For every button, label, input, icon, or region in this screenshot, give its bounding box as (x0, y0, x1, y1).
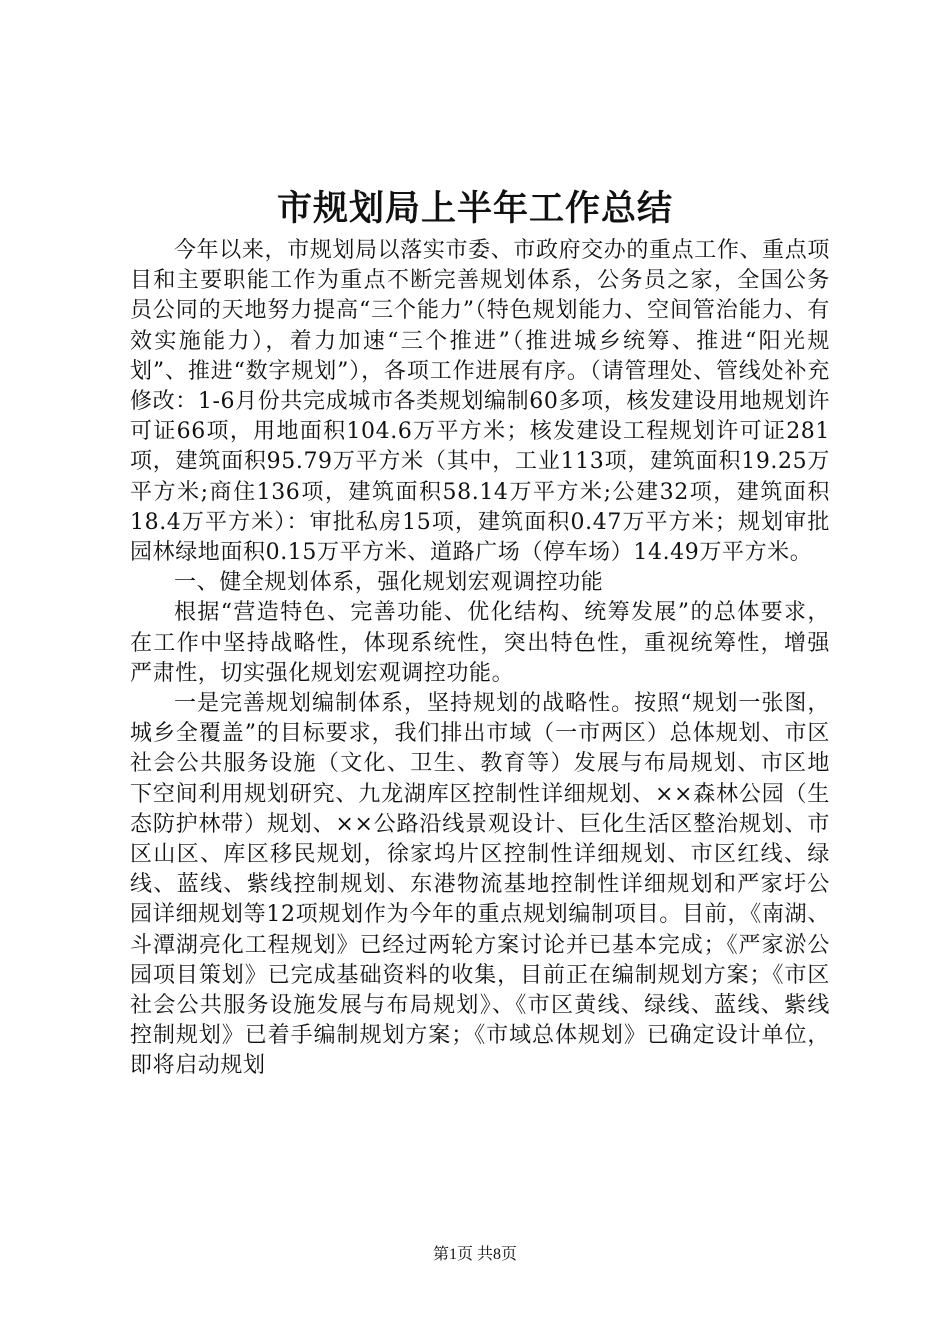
document-body (130, 236, 830, 1082)
page-title: 市规划局上半年工作总结 (276, 188, 673, 229)
page-footer: 第1页 共8页 (432, 1246, 517, 1263)
section-heading-1: 一、健全规划体系，强化规划宏观调控功能 (174, 570, 604, 596)
paragraph-intro: 今年以来，市规划局以落实市委、市政府交办的重点工作、重点项目和主要职能工作为重点不断完善规划体系，公务员之家，全国公务员公同的天地努力提高“三个能力”（特色规划能力、空间管治能力、有效实施能力），着力加速“三个推进”（推进城乡统筹、推进“阳光规划”、推进“数字规划”），各项工作进展有序。（请管理处、管线处补充修改：1-6月份共完成城市各类规划编制60多项，核发建设用地规划许可证66项，用地面积104.6万平方米；核发建设工程规划许可证281项，建筑面积95.79万平方米（其中，工业113项，建筑面积19.25万平方米;商住136项，建筑面积58.14万平方米;公建32项，建筑面积18.4万平方米）：审批私房15项，建筑面积0.47万平方米；规划审批园林绿地面积0.15万平方米、道路广场（停车场）14.49万平方米。 (130, 238, 830, 566)
paragraph-section-1-point-1: 一是完善规划编制体系，坚持规划的战略性。按照“规划一张图，城乡全覆盖”的目标要求，我们排出市域（一市两区）总体规划、市区社会公共服务设施（文化、卫生、教育等）发展与布局规划、市区地下空间利用规划研究、九龙湖库区控制性详细规划、××森林公园（生态防护林带）规划、××公路沿线景观设计、巨化生活区整治规划、市区山区、库区移民规划，徐家坞片区控制性详细规划、市区红线、绿线、蓝线、紫线控制规划、东港物流基地控制性详细规划和严家圩公园详细规划等12项规划作为今年的重点规划编制项目。目前，《南湖、斗潭湖亮化工程规划》已经过两轮方案讨论并已基本完成；《严家淤公园项目策划》已完成基础资料的收集，目前正在编制规划方案；《市区社会公共服务设施发展与布局规划》、《市区黄线、绿线、蓝线、紫线控制规划》已着手编制规划方案；《市域总体规划》已确定设计单位，即将启动规划 (130, 691, 830, 1079)
paragraph-section-1-overview: 根据“营造特色、完善功能、优化结构、统筹发展”的总体要求，在工作中坚持战略性，体现系统性，突出特色性，重视统筹性，增强严肃性，切实强化规划宏观调控功能。 (130, 600, 830, 686)
